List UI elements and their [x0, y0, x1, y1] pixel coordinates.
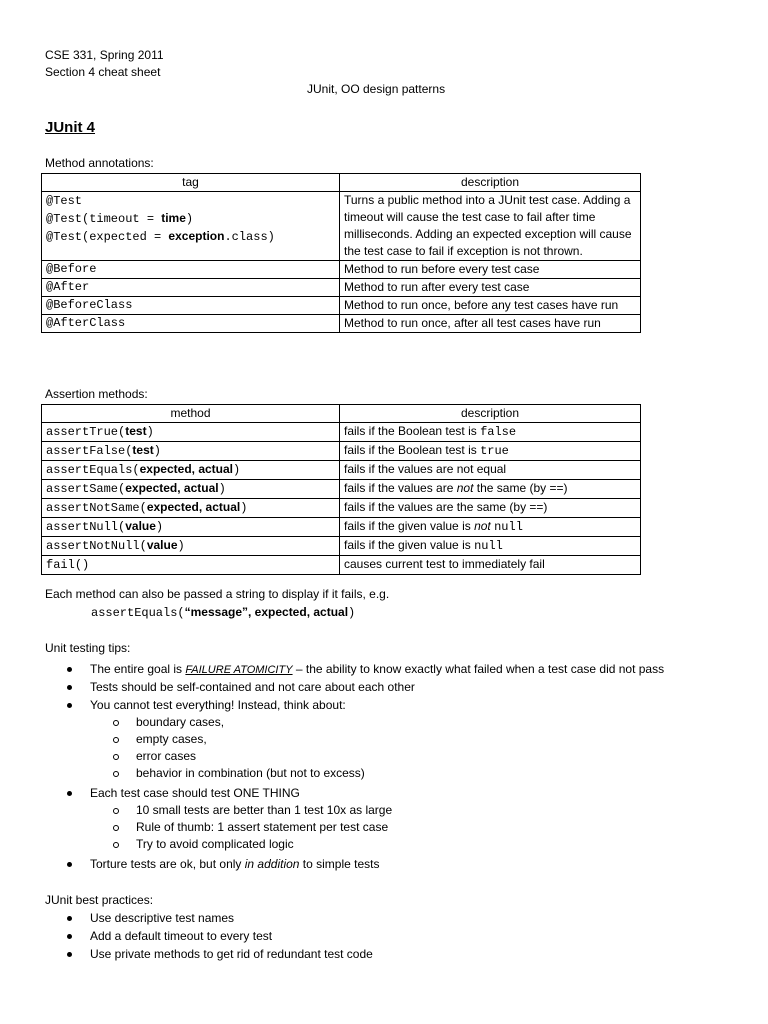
column-header-description: description — [340, 174, 641, 192]
method-name: assertNotNull — [46, 539, 140, 553]
best-practices-label: JUnit best practices: — [45, 893, 154, 907]
sub-bullet-icon — [113, 842, 119, 848]
tag-arg: exception — [168, 229, 225, 243]
tag-cell: @BeforeClass — [42, 297, 340, 315]
assertions-table — [41, 404, 641, 575]
sub-bullet-icon — [113, 808, 119, 814]
method-args: test — [125, 424, 147, 438]
tips-label: Unit testing tips: — [45, 641, 131, 655]
tag-cell: @Before — [42, 261, 340, 279]
description-cell: Method to run once, before any test cases have run — [340, 297, 641, 315]
tag-code: .class) — [224, 230, 275, 244]
description-text: fails if the Boolean test is — [344, 443, 481, 457]
sub-bullet-icon — [113, 754, 119, 760]
sub-bullet-icon — [113, 771, 119, 777]
table-row — [42, 261, 641, 279]
method-name: assertTrue — [46, 425, 119, 439]
table-row: assertTrue(test) fails if the Boolean test is false — [42, 423, 641, 442]
description-text: fails if the values are the same (by ==) — [344, 500, 548, 514]
bullet-icon — [67, 791, 72, 796]
description-cell: Method to run once, after all test cases have run — [340, 315, 641, 333]
column-header-description: description — [340, 405, 641, 423]
table-header-row — [42, 174, 641, 192]
table-row — [42, 192, 641, 261]
method-args: value — [125, 519, 156, 533]
string-note: Each method can also be passed a string to display if it fails, e.g. — [45, 587, 390, 601]
table-row: assertNotSame(expected, actual) fails if the values are the same (by ==) — [42, 499, 641, 518]
method-name: assertNotSame — [46, 501, 140, 515]
tip-subitem: Try to avoid complicated logic — [136, 837, 294, 851]
sub-bullet-icon — [113, 720, 119, 726]
description-text: fails if the given value is — [344, 538, 475, 552]
table-row — [42, 279, 641, 297]
string-note-example: assertEquals(“message”, expected, actual) — [91, 605, 356, 620]
description-cell: Method to run after every test case — [340, 279, 641, 297]
section-line: Section 4 cheat sheet — [45, 65, 161, 79]
method-args: expected, actual — [146, 500, 241, 514]
method-name: assertFalse — [46, 444, 126, 458]
example-args: “message”, expected, actual — [184, 605, 349, 619]
sub-bullet-icon — [113, 825, 119, 831]
tag-code: @Test(expected = — [46, 230, 169, 244]
tag-arg: time — [161, 211, 186, 225]
best-practice-item: Use private methods to get rid of redundant test code — [90, 947, 373, 961]
best-practice-item: Use descriptive test names — [90, 911, 235, 925]
tag-code: @Test(timeout = — [46, 212, 162, 226]
table-row: assertSame(expected, actual) fails if the values are not the same (by ==) — [42, 480, 641, 499]
tag-code: ) — [185, 212, 194, 226]
description-text: fails if the given value is — [344, 519, 475, 533]
method-args: expected, actual — [125, 481, 219, 495]
table-row: assertNotNull(value) fails if the given value is null — [42, 537, 641, 556]
method-name: fail — [46, 558, 75, 572]
method-args: test — [132, 443, 154, 457]
example-method: assertEquals — [91, 606, 178, 620]
tip-item: Each test case should test ONE THING — [90, 786, 300, 800]
method-args: expected, actual — [139, 462, 233, 476]
bullet-icon — [67, 667, 72, 672]
best-practice-item: Add a default timeout to every test — [90, 929, 273, 943]
bullet-icon — [67, 862, 72, 867]
assertions-label: Assertion methods: — [45, 387, 148, 401]
column-header-method: method — [42, 405, 340, 423]
annotations-table — [41, 173, 641, 333]
description-text: fails if the Boolean test is — [344, 424, 481, 438]
description-emphasis: not — [456, 481, 474, 495]
tip-subitem: behavior in combination (but not to excess) — [136, 766, 365, 780]
description-code: null — [494, 520, 523, 534]
column-header-tag: tag — [42, 174, 340, 192]
table-row — [42, 297, 641, 315]
sub-bullet-icon — [113, 737, 119, 743]
description-cell: Method to run before every test case — [340, 261, 641, 279]
bullet-icon — [67, 685, 72, 690]
tip-subitem: 10 small tests are better than 1 test 10x as large — [136, 803, 393, 817]
description-code: null — [474, 539, 503, 553]
table-row: fail() causes current test to immediately fail — [42, 556, 641, 575]
page-title: JUnit, OO design patterns — [307, 82, 446, 96]
description-text: causes current test to immediately fail — [344, 557, 545, 571]
bullet-icon — [67, 934, 72, 939]
failure-atomicity-term: FAILURE ATOMICITY — [185, 664, 293, 676]
method-name: assertEquals — [46, 463, 133, 477]
tag-cell: @AfterClass — [42, 315, 340, 333]
bullet-icon — [67, 916, 72, 921]
tip-subitem: boundary cases, — [136, 715, 225, 729]
bullet-icon — [67, 703, 72, 708]
method-args: value — [146, 538, 178, 552]
table-row: assertNull(value) fails if the given value is not null — [42, 518, 641, 537]
description-text: fails if the values are — [344, 481, 457, 495]
tip-item: Torture tests are ok, but only in addition to simple tests — [90, 857, 380, 871]
course-line: CSE 331, Spring 2011 — [45, 48, 164, 62]
table-header-row — [42, 405, 641, 423]
table-row — [42, 315, 641, 333]
table-row: assertFalse(test) fails if the Boolean test is true — [42, 442, 641, 461]
tip-item: The entire goal is FAILURE ATOMICITY – the ability to know exactly what failed when a test case did not pass — [90, 662, 665, 676]
tip-subitem: Rule of thumb: 1 assert statement per test case — [136, 820, 389, 834]
method-name: assertSame — [46, 482, 119, 496]
method-name: assertNull — [46, 520, 119, 534]
description-text: fails if the values are not equal — [344, 462, 507, 476]
tip-item: Tests should be self-contained and not care about each other — [90, 680, 415, 694]
tip-subitem: empty cases, — [136, 732, 207, 746]
junit-heading: JUnit 4 — [45, 119, 96, 136]
description-text: the same (by ==) — [473, 481, 568, 495]
bullet-icon — [67, 952, 72, 957]
tip-item: You cannot test everything! Instead, think about: — [90, 698, 346, 712]
tag-cell — [42, 192, 340, 261]
description-cell: Turns a public method into a JUnit test case. Adding a timeout will cause the test case to fail after time milliseconds. Adding an expected exception will cause the test case to fail if exception is not thrown. — [340, 192, 641, 261]
description-emphasis: not — [474, 519, 491, 533]
description-code: true — [480, 444, 509, 458]
tag-cell: @After — [42, 279, 340, 297]
table-row: assertEquals(expected, actual) fails if the values are not equal — [42, 461, 641, 480]
annotations-label: Method annotations: — [45, 156, 154, 170]
tag-code: @Test — [46, 194, 83, 208]
description-code: false — [480, 425, 517, 439]
tip-subitem: error cases — [136, 749, 197, 763]
